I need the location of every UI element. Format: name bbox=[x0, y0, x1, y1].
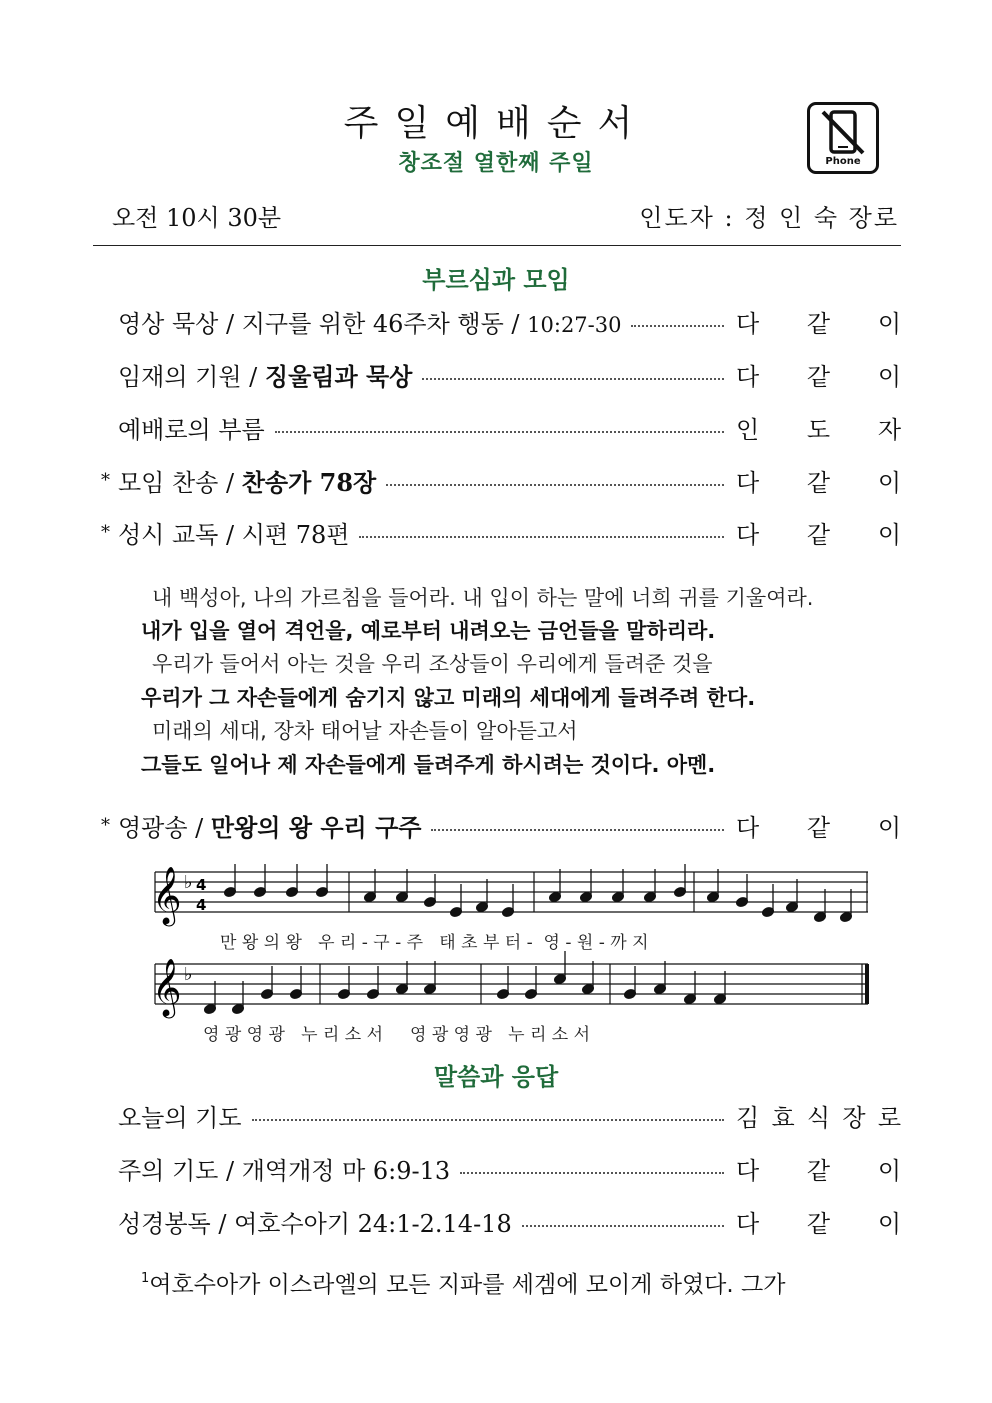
order-item-label: 예배로의 부름 bbox=[118, 415, 265, 444]
phone-label: Phone bbox=[825, 156, 861, 167]
order-item-role: 다 같 이 bbox=[736, 1156, 901, 1185]
order-item-role: 다 같 이 bbox=[736, 813, 901, 842]
hymn-lyrics-line-2: 영 광 영 광 누 리 소 서 영 광 영 광 누 리 소 서 bbox=[203, 1025, 591, 1045]
leader-dots bbox=[252, 1119, 724, 1121]
reading-line-congregation: 내가 입을 열어 격언을, 예로부터 내려오는 금언들을 말하리라. bbox=[141, 619, 716, 643]
verse-number: 1 bbox=[141, 1271, 150, 1286]
service-leader: 인도자 : 정 인 숙 장로 bbox=[639, 204, 899, 232]
treble-clef-icon: 𝄞 bbox=[152, 866, 182, 924]
time-signature-bottom: 4 bbox=[196, 896, 207, 914]
order-item-role: 다 같 이 bbox=[736, 1209, 901, 1238]
time-signature-top: 4 bbox=[196, 876, 207, 894]
service-time: 오전 10시 30분 bbox=[112, 204, 282, 232]
order-item-label: 오늘의 기도 bbox=[118, 1103, 242, 1132]
treble-clef-icon: 𝄞 bbox=[152, 958, 182, 1016]
standing-marker: * bbox=[101, 469, 110, 491]
page-subtitle: 창조절 열한째 주일 bbox=[398, 151, 594, 176]
order-item-role: 다 같 이 bbox=[736, 468, 901, 497]
reading-line-leader: 내 백성아, 나의 가르침을 들어라. 내 입이 하는 말에 너희 귀를 기울여라. bbox=[152, 586, 814, 610]
order-row-scripture-reading bbox=[93, 1203, 901, 1239]
order-item-role: 다 같 이 bbox=[736, 362, 901, 391]
flat-key-icon: ♭ bbox=[184, 872, 193, 893]
scripture-verse bbox=[141, 1266, 785, 1299]
order-item-label: 임재의 기원 / 징울림과 묵상 bbox=[118, 361, 413, 391]
reading-line-congregation: 그들도 일어나 제 자손들에게 들려주게 하시려는 것이다. 아멘. bbox=[141, 753, 716, 777]
order-item-role: 다 같 이 bbox=[736, 309, 901, 338]
reading-line-leader: 우리가 들어서 아는 것을 우리 조상들이 우리에게 들려준 것을 bbox=[152, 652, 713, 676]
section-word-heading: 말씀과 응답 bbox=[433, 1063, 559, 1091]
standing-marker: * bbox=[101, 521, 110, 543]
verse-text: 여호수아가 이스라엘의 모든 지파를 세겜에 모이게 하였다. 그가 bbox=[149, 1272, 786, 1298]
hymn-lyrics-line-1: 만 왕 의 왕 우 리 - 구 - 주 태 초 부 터 - 영 - 원 - 까 지 bbox=[220, 933, 649, 953]
page-title: 주일예배순서 bbox=[343, 103, 649, 144]
order-item-label: 성경봉독 / 여호수아기 24:1-2.14-18 bbox=[118, 1209, 512, 1238]
leader-dots bbox=[522, 1225, 724, 1227]
section-gathering-heading: 부르심과 모임 bbox=[422, 266, 570, 294]
order-item-label: 성시 교독 / 시편 78편 bbox=[118, 520, 350, 549]
reading-line-congregation: 우리가 그 자손들에게 숨기지 않고 미래의 세대에게 들려주려 한다. bbox=[141, 686, 756, 710]
order-item-label: 모임 찬송 / 찬송가 78장 bbox=[118, 467, 377, 497]
order-item-role: 인 도 자 bbox=[736, 415, 901, 444]
order-item-label: 주의 기도 / 개역개정 마 6:9-13 bbox=[118, 1156, 451, 1185]
flat-key-icon: ♭ bbox=[184, 964, 193, 985]
reading-line-leader: 미래의 세대, 장차 태어날 자손들이 알아듣고서 bbox=[152, 719, 578, 743]
order-row-prayer bbox=[93, 1097, 901, 1133]
order-row-lords-prayer bbox=[93, 1150, 901, 1186]
order-item-role: 김 효 식 장 로 bbox=[736, 1103, 901, 1132]
order-item-label: 영상 묵상 / 지구를 위한 46주차 행동 / 10:27-30 bbox=[118, 309, 622, 338]
leader-dots bbox=[460, 1172, 724, 1174]
standing-marker: * bbox=[101, 814, 110, 836]
order-item-role: 다 같 이 bbox=[736, 520, 901, 549]
order-item-label: 영광송 / 만왕의 왕 우리 구주 bbox=[118, 812, 422, 842]
